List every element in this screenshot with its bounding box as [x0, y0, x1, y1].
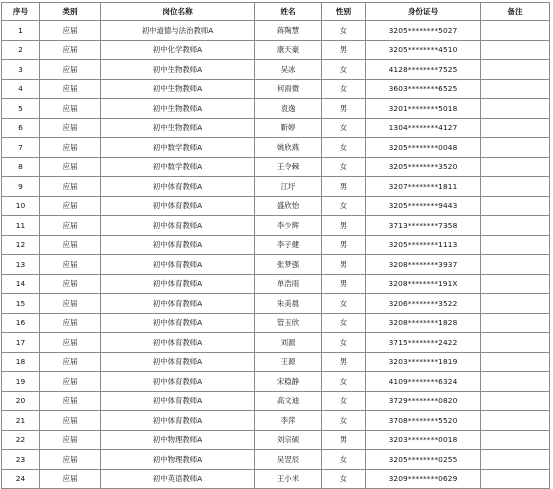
cell-id-number: 3208********191X: [366, 274, 481, 294]
cell-name: 何雨微: [255, 79, 322, 99]
cell-position: 初中体育教师A: [101, 274, 255, 294]
table-row: [2, 196, 550, 216]
cell-id-number: 3209********0629: [366, 469, 481, 489]
cell-id-number: 3207********1811: [366, 177, 481, 197]
cell-id-number: 4128********7525: [366, 60, 481, 80]
cell-id-number: 3715********2422: [366, 333, 481, 353]
cell-id-number: 3208********3937: [366, 255, 481, 275]
cell-index: 14: [2, 274, 40, 294]
cell-gender: 女: [322, 313, 366, 333]
cell-id-number: 3205********1113: [366, 235, 481, 255]
cell-id-number: 3708********5520: [366, 411, 481, 431]
cell-id-number: 3205********0048: [366, 138, 481, 158]
cell-remarks: [481, 469, 550, 489]
table-row: [2, 469, 550, 489]
cell-remarks: [481, 294, 550, 314]
cell-position: 初中体育教师A: [101, 391, 255, 411]
cell-name: 王令棘: [255, 157, 322, 177]
cell-index: 20: [2, 391, 40, 411]
cell-gender: 男: [322, 99, 366, 119]
cell-remarks: [481, 352, 550, 372]
cell-position: 初中物理教师A: [101, 430, 255, 450]
cell-position: 初中体育教师A: [101, 333, 255, 353]
cell-index: 10: [2, 196, 40, 216]
header-index: 序号: [2, 3, 40, 21]
cell-name: 康天豪: [255, 40, 322, 60]
cell-position: 初中数学教师A: [101, 157, 255, 177]
cell-remarks: [481, 60, 550, 80]
cell-name: 江圩: [255, 177, 322, 197]
cell-index: 24: [2, 469, 40, 489]
cell-remarks: [481, 196, 550, 216]
cell-gender: 男: [322, 177, 366, 197]
cell-index: 4: [2, 79, 40, 99]
cell-gender: 女: [322, 60, 366, 80]
cell-id-number: 3206********3522: [366, 294, 481, 314]
table-row: [2, 430, 550, 450]
cell-category: 应届: [40, 294, 101, 314]
cell-position: 初中体育教师A: [101, 255, 255, 275]
cell-category: 应届: [40, 196, 101, 216]
cell-gender: 男: [322, 216, 366, 236]
cell-name: 朱美晨: [255, 294, 322, 314]
table-row: [2, 333, 550, 353]
table-row: [2, 60, 550, 80]
cell-position: 初中体育教师A: [101, 177, 255, 197]
cell-name: 吴冰: [255, 60, 322, 80]
cell-index: 23: [2, 450, 40, 470]
cell-id-number: 3603********6525: [366, 79, 481, 99]
cell-index: 2: [2, 40, 40, 60]
cell-id-number: 3713********7358: [366, 216, 481, 236]
cell-category: 应届: [40, 157, 101, 177]
cell-position: 初中体育教师A: [101, 313, 255, 333]
cell-gender: 女: [322, 21, 366, 41]
table-row: [2, 40, 550, 60]
cell-category: 应届: [40, 177, 101, 197]
cell-index: 19: [2, 372, 40, 392]
cell-position: 初中生物教师A: [101, 118, 255, 138]
cell-id-number: 4109********6324: [366, 372, 481, 392]
cell-name: 李少辉: [255, 216, 322, 236]
header-row: [2, 3, 550, 21]
cell-index: 21: [2, 411, 40, 431]
cell-id-number: 3201********5018: [366, 99, 481, 119]
cell-index: 7: [2, 138, 40, 158]
cell-position: 初中体育教师A: [101, 352, 255, 372]
cell-gender: 女: [322, 79, 366, 99]
cell-id-number: 3729********0820: [366, 391, 481, 411]
cell-name: 王小米: [255, 469, 322, 489]
table-row: [2, 99, 550, 119]
cell-name: 张梦强: [255, 255, 322, 275]
cell-gender: 女: [322, 372, 366, 392]
cell-category: 应届: [40, 118, 101, 138]
table-row: [2, 118, 550, 138]
cell-remarks: [481, 79, 550, 99]
cell-remarks: [481, 333, 550, 353]
cell-category: 应届: [40, 60, 101, 80]
cell-remarks: [481, 255, 550, 275]
cell-gender: 男: [322, 40, 366, 60]
cell-category: 应届: [40, 21, 101, 41]
cell-id-number: 3205********9443: [366, 196, 481, 216]
table-row: [2, 372, 550, 392]
cell-index: 18: [2, 352, 40, 372]
cell-gender: 女: [322, 333, 366, 353]
cell-position: 初中体育教师A: [101, 294, 255, 314]
cell-position: 初中英语教师A: [101, 469, 255, 489]
cell-id-number: 3205********0255: [366, 450, 481, 470]
cell-index: 8: [2, 157, 40, 177]
cell-remarks: [481, 235, 550, 255]
cell-category: 应届: [40, 235, 101, 255]
cell-category: 应届: [40, 469, 101, 489]
cell-category: 应届: [40, 430, 101, 450]
cell-index: 17: [2, 333, 40, 353]
table-header: [2, 3, 550, 21]
cell-name: 管玉欣: [255, 313, 322, 333]
cell-position: 初中体育教师A: [101, 372, 255, 392]
cell-remarks: [481, 177, 550, 197]
cell-remarks: [481, 313, 550, 333]
cell-position: 初中生物教师A: [101, 79, 255, 99]
cell-index: 22: [2, 430, 40, 450]
cell-index: 11: [2, 216, 40, 236]
cell-name: 刘源: [255, 333, 322, 353]
cell-remarks: [481, 411, 550, 431]
cell-gender: 女: [322, 138, 366, 158]
table-row: [2, 391, 550, 411]
cell-index: 13: [2, 255, 40, 275]
cell-gender: 女: [322, 391, 366, 411]
cell-name: 盛欣怡: [255, 196, 322, 216]
cell-position: 初中物理教师A: [101, 450, 255, 470]
cell-category: 应届: [40, 138, 101, 158]
cell-category: 应届: [40, 352, 101, 372]
table-row: [2, 352, 550, 372]
table-row: [2, 294, 550, 314]
cell-index: 15: [2, 294, 40, 314]
cell-category: 应届: [40, 372, 101, 392]
cell-position: 初中道德与法治教师A: [101, 21, 255, 41]
table-row: [2, 450, 550, 470]
table-row: [2, 313, 550, 333]
header-gender: 性别: [322, 3, 366, 21]
cell-remarks: [481, 274, 550, 294]
cell-category: 应届: [40, 411, 101, 431]
table-row: [2, 79, 550, 99]
cell-gender: 男: [322, 430, 366, 450]
cell-name: 蒋陶慧: [255, 21, 322, 41]
cell-gender: 女: [322, 118, 366, 138]
cell-remarks: [481, 21, 550, 41]
cell-id-number: 3203********1819: [366, 352, 481, 372]
cell-name: 靳婷: [255, 118, 322, 138]
cell-index: 5: [2, 99, 40, 119]
cell-gender: 男: [322, 235, 366, 255]
cell-gender: 女: [322, 469, 366, 489]
cell-id-number: 1304********4127: [366, 118, 481, 138]
cell-category: 应届: [40, 333, 101, 353]
cell-name: 李萍: [255, 411, 322, 431]
cell-gender: 女: [322, 450, 366, 470]
cell-category: 应届: [40, 450, 101, 470]
cell-remarks: [481, 372, 550, 392]
cell-gender: 男: [322, 255, 366, 275]
table-row: [2, 274, 550, 294]
cell-remarks: [481, 216, 550, 236]
cell-remarks: [481, 430, 550, 450]
cell-id-number: 3208********1828: [366, 313, 481, 333]
cell-remarks: [481, 391, 550, 411]
header-position: 岗位名称: [101, 3, 255, 21]
cell-index: 16: [2, 313, 40, 333]
cell-gender: 女: [322, 196, 366, 216]
table-row: [2, 216, 550, 236]
cell-position: 初中化学教师A: [101, 40, 255, 60]
cell-remarks: [481, 138, 550, 158]
cell-remarks: [481, 40, 550, 60]
cell-category: 应届: [40, 274, 101, 294]
cell-name: 高文迪: [255, 391, 322, 411]
table-body: [2, 21, 550, 489]
cell-position: 初中生物教师A: [101, 60, 255, 80]
cell-category: 应届: [40, 255, 101, 275]
cell-remarks: [481, 118, 550, 138]
cell-gender: 女: [322, 411, 366, 431]
cell-remarks: [481, 99, 550, 119]
cell-gender: 男: [322, 352, 366, 372]
cell-gender: 男: [322, 274, 366, 294]
table-row: [2, 138, 550, 158]
cell-position: 初中数学教师A: [101, 138, 255, 158]
cell-category: 应届: [40, 40, 101, 60]
cell-name: 袁逸: [255, 99, 322, 119]
cell-id-number: 3203********0018: [366, 430, 481, 450]
cell-name: 李子健: [255, 235, 322, 255]
table-row: [2, 21, 550, 41]
cell-position: 初中体育教师A: [101, 235, 255, 255]
table-row: [2, 235, 550, 255]
header-id-number: 身份证号: [366, 3, 481, 21]
cell-name: 宋稳静: [255, 372, 322, 392]
table-row: [2, 255, 550, 275]
cell-category: 应届: [40, 391, 101, 411]
cell-name: 姚欣燕: [255, 138, 322, 158]
cell-gender: 女: [322, 294, 366, 314]
candidate-table: [1, 2, 550, 489]
cell-category: 应届: [40, 79, 101, 99]
cell-name: 刘宗硕: [255, 430, 322, 450]
table-row: [2, 157, 550, 177]
cell-name: 单浩雨: [255, 274, 322, 294]
cell-index: 6: [2, 118, 40, 138]
cell-remarks: [481, 157, 550, 177]
cell-position: 初中体育教师A: [101, 216, 255, 236]
header-name: 姓名: [255, 3, 322, 21]
header-category: 类别: [40, 3, 101, 21]
cell-id-number: 3205********5027: [366, 21, 481, 41]
cell-id-number: 3205********4510: [366, 40, 481, 60]
cell-category: 应届: [40, 216, 101, 236]
cell-name: 王源: [255, 352, 322, 372]
cell-name: 吴翌辰: [255, 450, 322, 470]
cell-remarks: [481, 450, 550, 470]
cell-position: 初中生物教师A: [101, 99, 255, 119]
cell-gender: 女: [322, 157, 366, 177]
cell-id-number: 3205********3520: [366, 157, 481, 177]
cell-category: 应届: [40, 313, 101, 333]
header-remarks: 备注: [481, 3, 550, 21]
table-row: [2, 177, 550, 197]
cell-position: 初中体育教师A: [101, 196, 255, 216]
table-row: [2, 411, 550, 431]
cell-index: 12: [2, 235, 40, 255]
cell-category: 应届: [40, 99, 101, 119]
cell-position: 初中体育教师A: [101, 411, 255, 431]
cell-index: 3: [2, 60, 40, 80]
cell-index: 9: [2, 177, 40, 197]
cell-index: 1: [2, 21, 40, 41]
